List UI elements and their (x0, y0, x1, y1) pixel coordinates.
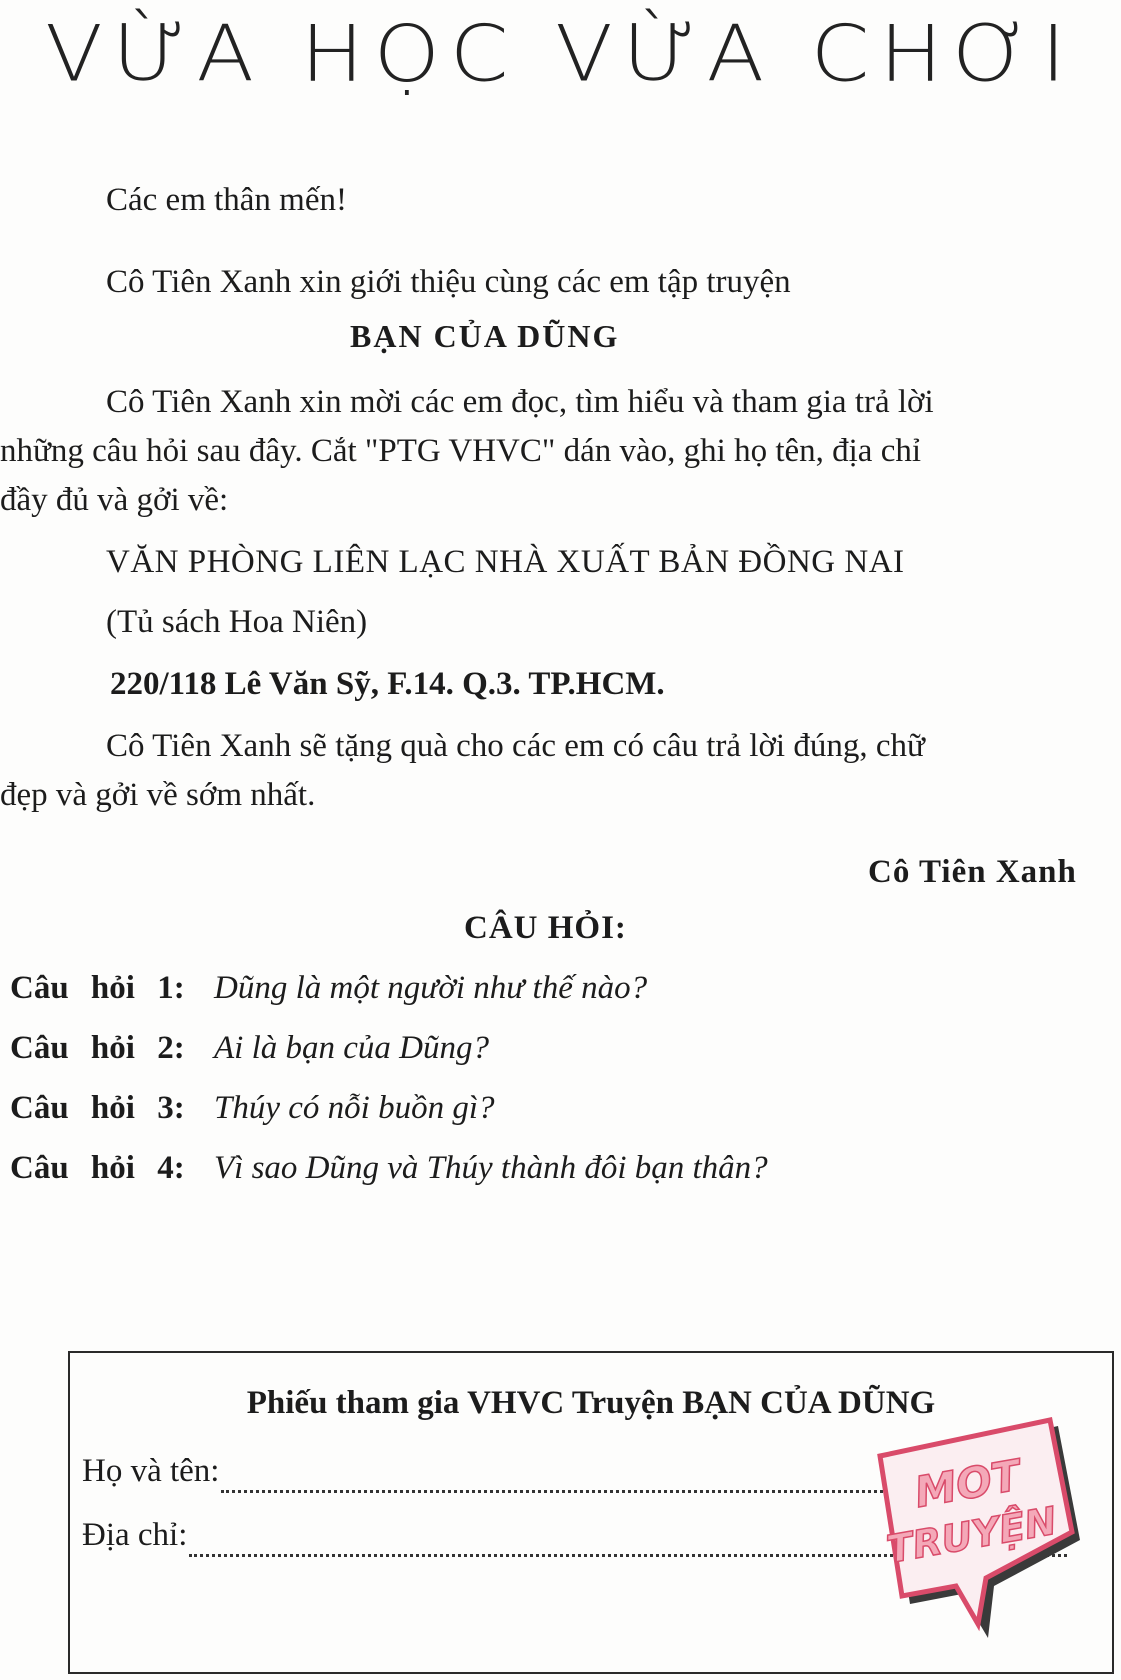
question-text: Dũng là một người như thế nào? (214, 970, 648, 1006)
question-text: Vì sao Dũng và Thúy thành đôi bạn thân? (214, 1150, 768, 1186)
prize-line-1: Cô Tiên Xanh sẽ tặng quà cho các em có câu trả lời đúng, chữ (106, 728, 925, 764)
name-label: Họ và tên: (82, 1453, 220, 1489)
prize-line-2: đẹp và gởi về sớm nhất. (0, 777, 316, 813)
signature: Cô Tiên Xanh (868, 854, 1077, 890)
book-title: BẠN CỦA DŨNG (350, 318, 620, 354)
question-label: Câu hỏi 4: (10, 1150, 185, 1186)
form-title: Phiếu tham gia VHVC Truyện BẠN CỦA DŨNG (246, 1385, 936, 1421)
instructions-line-3: đầy đủ và gởi về: (0, 482, 229, 518)
book-shelf: (Tủ sách Hoa Niên) (106, 604, 368, 640)
mailing-address: 220/118 Lê Văn Sỹ, F.14. Q.3. TP.HCM. (110, 666, 665, 702)
question-text: Ai là bạn của Dũng? (214, 1030, 489, 1066)
question-label: Câu hỏi 2: (10, 1030, 185, 1066)
instructions-paragraph (0, 378, 1121, 525)
watermark-line-2: TRUYỆN (883, 1498, 1060, 1572)
address-label: Địa chỉ: (82, 1517, 188, 1553)
intro-text: Cô Tiên Xanh xin giới thiệu cùng các em tập truyện (106, 264, 791, 300)
question-item (10, 1144, 768, 1193)
watermark-line-1: MOT (910, 1450, 1025, 1518)
watermark-logo-icon (866, 1416, 1096, 1646)
question-label: Câu hỏi 1: (10, 970, 185, 1006)
prize-paragraph (0, 722, 1121, 820)
question-item (10, 964, 647, 1013)
question-label: Câu hỏi 3: (10, 1090, 185, 1126)
question-item (10, 1084, 494, 1133)
instructions-line-2: những câu hỏi sau đây. Cắt "PTG VHVC" dán vào, ghi họ tên, địa chỉ (0, 433, 922, 469)
question-text: Thúy có nỗi buồn gì? (214, 1090, 495, 1126)
office-name: VĂN PHÒNG LIÊN LẠC NHÀ XUẤT BẢN ĐỒNG NAI (106, 544, 905, 580)
page-title: VỪA HỌC VỪA CHƠI (45, 8, 1076, 100)
questions-heading: CÂU HỎI: (464, 910, 627, 946)
instructions-line-1: Cô Tiên Xanh xin mời các em đọc, tìm hiểu và tham gia trả lời (106, 384, 934, 420)
greeting: Các em thân mến! (106, 182, 347, 218)
question-item (10, 1024, 489, 1073)
